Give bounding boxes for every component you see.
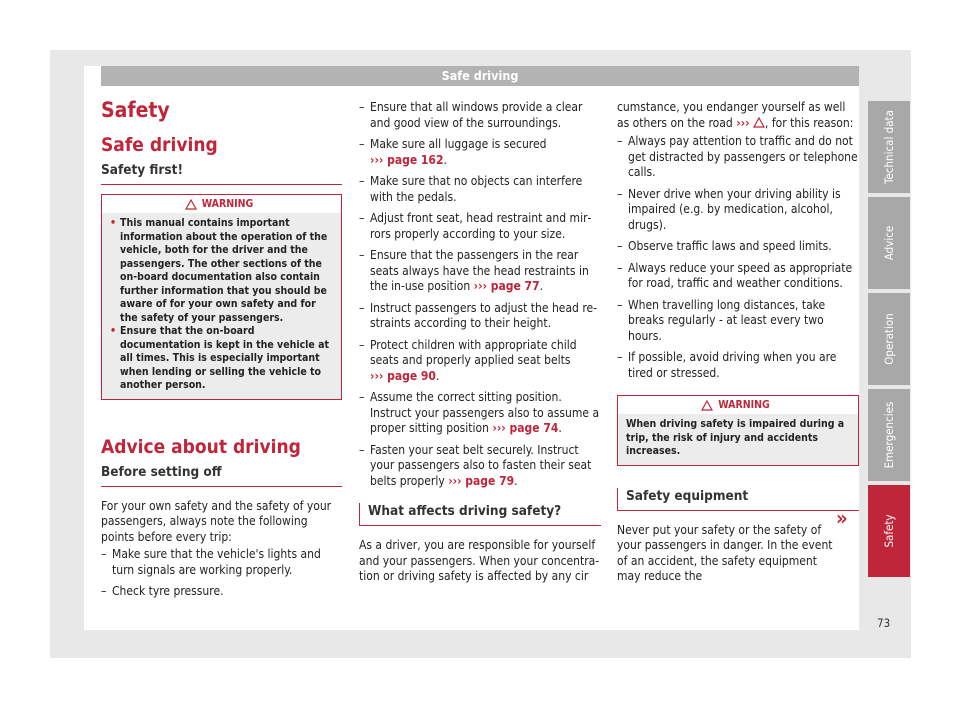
- checklist: [101, 547, 342, 600]
- warning-header: [102, 195, 341, 213]
- page-reference-link[interactable]: ››› page 162: [370, 152, 444, 167]
- page-reference-link[interactable]: ››› page 77: [473, 279, 540, 293]
- tab-safety[interactable]: Safety: [868, 485, 910, 577]
- list-item: – Always pay attention to traffic and do not get distracted by passengers or telephone calls.: [617, 134, 859, 181]
- warning-icon: [701, 400, 713, 411]
- list-item: – Adjust front seat, head restraint and mirrors properly according to your size.: [359, 211, 601, 242]
- column-3: [617, 100, 859, 585]
- list-item: – Always reduce your speed as appropriate for road, traffic and weather conditions.: [617, 261, 859, 292]
- paragraph: As a driver, you are responsible for yourself and your passengers. When your concentration or driving safety is affected by any cir: [359, 538, 600, 583]
- list-item: – Assume the correct sitting position. Instruct your passengers also to assume a proper sitting position ››› page 74.: [359, 390, 601, 437]
- section-heading-4: Safety equipment: [617, 488, 859, 511]
- sidebar-tabs: [868, 101, 910, 581]
- section-heading-2: Before setting off: [101, 464, 342, 487]
- warning-label: WARNING: [718, 399, 770, 411]
- warning-body: When driving safety is impaired during a trip, the risk of injury and accidents increases.: [618, 414, 858, 465]
- list-item: – If possible, avoid driving when you are tired or stressed.: [617, 350, 859, 381]
- warning-header: [618, 396, 858, 414]
- chapter-title: Safety: [101, 98, 170, 122]
- warning-item: • This manual contains important information about the operation of the vehicle, both for the driver and the passengers. The other sections of the on-board documentation also contain further information that you should be aware of for your own safety and for the safety of your passengers.: [110, 217, 328, 324]
- list-item: – When travelling long distances, take breaks regularly - at least every two hours.: [617, 298, 859, 345]
- checklist-2: [359, 100, 601, 489]
- list-item: – Never drive when your driving ability is impaired (e.g. by medication, alcohol, drugs).: [617, 187, 859, 234]
- list-item: – Make sure all luggage is secured ››› page 162.: [359, 137, 601, 168]
- tab-emergencies[interactable]: Emergencies: [868, 389, 910, 481]
- warning-body: [102, 213, 341, 399]
- list-item: – Make sure that no objects can interfere with the pedals.: [359, 174, 601, 205]
- list-item: – Make sure that the vehicle's lights and turn signals are working properly.: [101, 547, 342, 578]
- warning-item: • Ensure that the on-board documentation is kept in the vehicle at all times. This is especially important when lending or selling the vehicle to another person.: [110, 325, 330, 391]
- warning-icon: [753, 117, 765, 128]
- checklist-3: [617, 134, 859, 381]
- section-heading-3: What affects driving safety?: [359, 503, 601, 526]
- list-item: – Ensure that all windows provide a clear and good view of the surroundings.: [359, 100, 601, 131]
- paragraph-continued: cumstance, you endanger yourself as well as others on the road ››› , for this reason:: [617, 100, 854, 130]
- list-item: – Protect children with appropriate child seats and properly applied seat belts ››› page 90.: [359, 338, 601, 385]
- page-reference-link[interactable]: ››› page 79: [448, 473, 515, 488]
- warning-label: WARNING: [201, 198, 254, 210]
- warning-box-2: [617, 395, 859, 466]
- warning-icon: [185, 199, 197, 210]
- page-reference-link[interactable]: ›››: [736, 115, 750, 130]
- section-heading: Safety first!: [101, 162, 342, 185]
- page-reference-link[interactable]: ››› page 74: [492, 421, 559, 435]
- intro-paragraph: For your own safety and the safety of your passengers, always note the following points before every trip:: [101, 498, 332, 544]
- list-item: – Fasten your seat belt securely. Instruct your passengers also to fasten their seat belts properly ››› page 79.: [359, 443, 601, 490]
- column-1: [101, 96, 342, 606]
- list-item: – Instruct passengers to adjust the head restraints according to their height.: [359, 301, 601, 332]
- column-2: [359, 100, 601, 585]
- page-number: 73: [877, 616, 891, 630]
- list-item: – Ensure that the passengers in the rear seats always have the head restraints in the in-use position ››› page 77.: [359, 248, 601, 295]
- chapter-title-2: Advice about driving: [101, 435, 301, 458]
- warning-box: [101, 194, 342, 400]
- tab-operation[interactable]: Operation: [868, 293, 910, 385]
- page-reference-link[interactable]: ››› page 90: [370, 368, 436, 383]
- continue-marker: »: [836, 506, 848, 530]
- tab-advice[interactable]: Advice: [868, 197, 910, 289]
- subchapter-title: Safe driving: [101, 134, 218, 156]
- paragraph: Never put your safety or the safety of your passengers in danger. In the event of an accident, the safety equipment may reduce the: [617, 522, 833, 583]
- list-item: – Observe traffic laws and speed limits.: [617, 239, 859, 255]
- list-item: – Check tyre pressure.: [101, 584, 342, 600]
- tab-technical-data[interactable]: Technical data: [868, 101, 910, 193]
- running-header: Safe driving: [101, 66, 859, 86]
